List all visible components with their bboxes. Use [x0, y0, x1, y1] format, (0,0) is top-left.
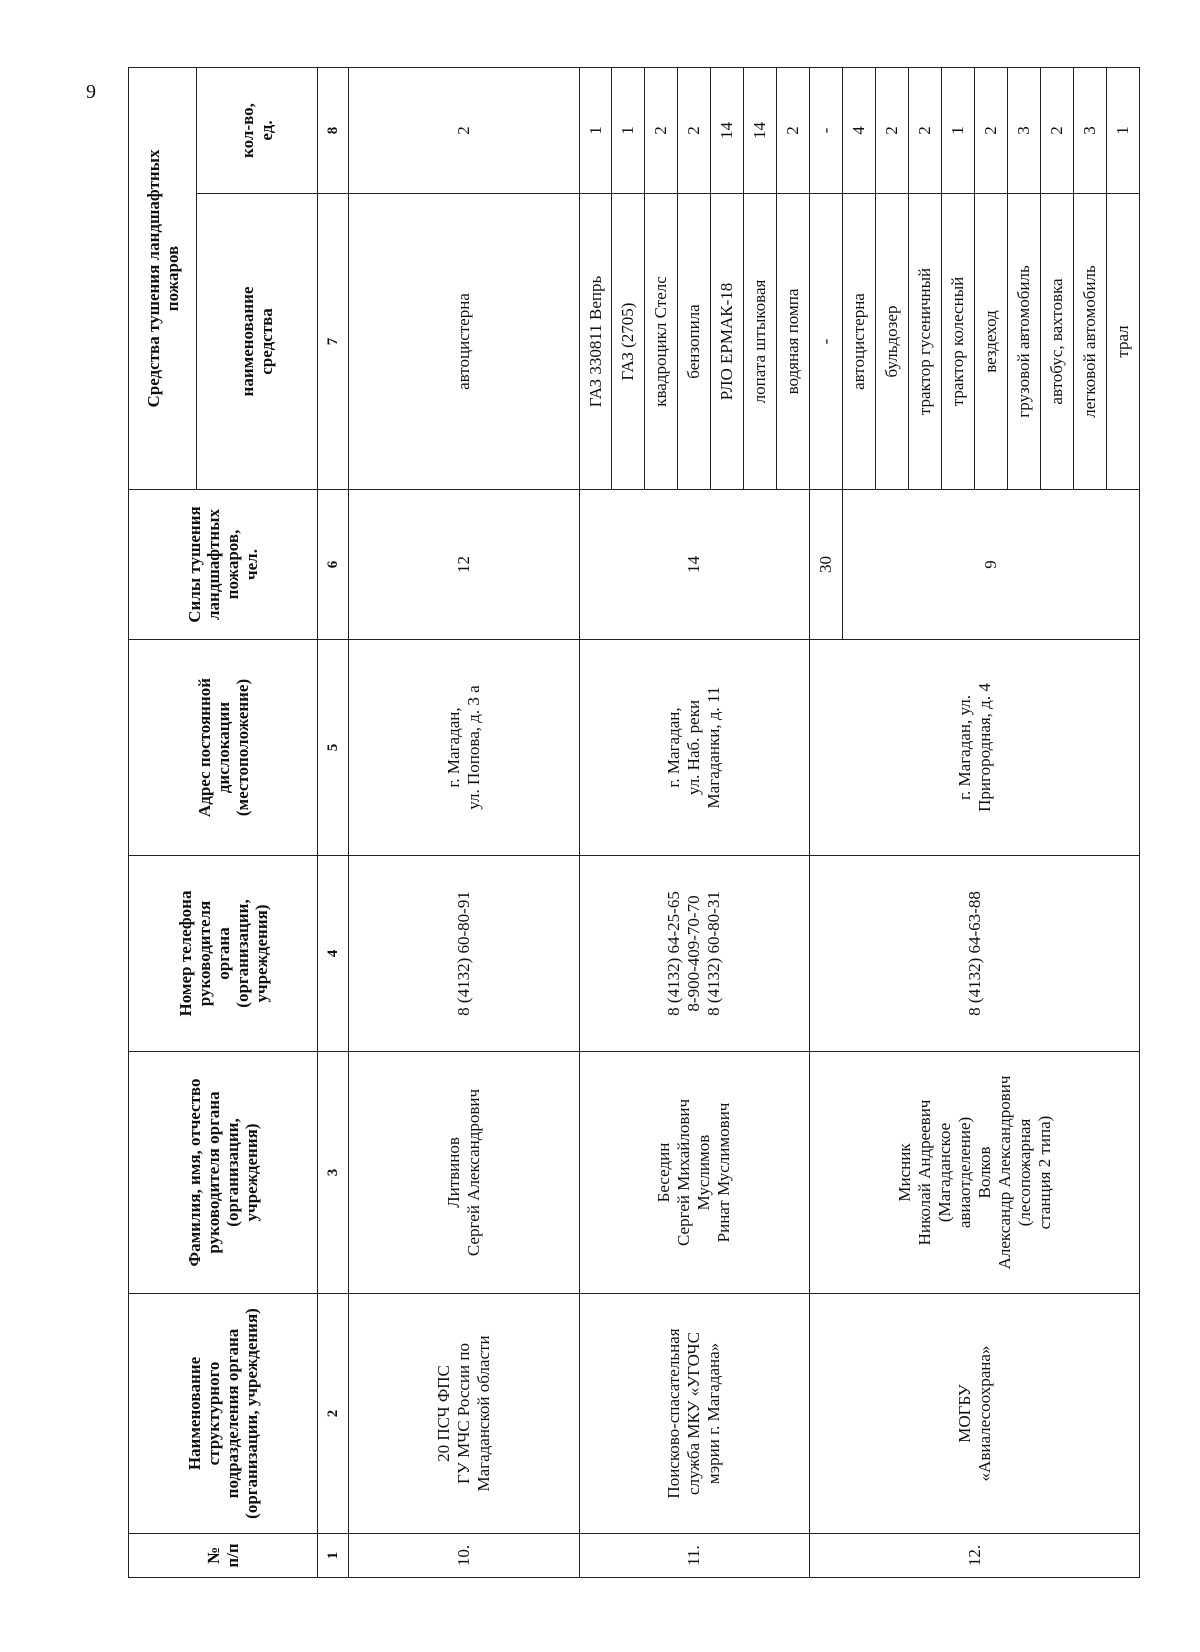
row-number: 12. — [810, 1534, 1140, 1578]
means-name: - — [810, 194, 843, 490]
means-qty: 2 — [645, 67, 678, 193]
means-name: легковой автомобиль — [1073, 194, 1106, 490]
organization-name: 20 ПСЧ ФПС ГУ МЧС России по Магаданской области — [348, 1294, 579, 1534]
means-name: лопата штыковая — [744, 194, 777, 490]
row-number: 11. — [579, 1534, 810, 1578]
means-qty: 2 — [348, 67, 579, 193]
means-qty: - — [810, 67, 843, 193]
header-address: Адрес постоянной дислокации (местоположение) — [129, 640, 318, 856]
phone-number: 8 (4132) 64-25-65 8-900-409-70-70 8 (4132) 60-80-31 — [579, 856, 810, 1052]
table-row-10 — [348, 67, 579, 1577]
head-name: Беседин Сергей Михайлович Муслимов Ринат Муслимович — [579, 1052, 810, 1294]
means-name: ГАЗ (2705) — [612, 194, 645, 490]
header-row-1 — [129, 67, 197, 1577]
means-name: грузовой автомобиль — [1007, 194, 1040, 490]
address: г. Магадан, ул. Попова, д. 3 а — [348, 640, 579, 856]
column-number: 3 — [318, 1052, 349, 1294]
phone-number: 8 (4132) 60-80-91 — [348, 856, 579, 1052]
means-qty: 1 — [1106, 67, 1139, 193]
means-name: бульдозер — [876, 194, 909, 490]
forces-count: 30 — [810, 490, 843, 640]
means-name: вездеход — [974, 194, 1007, 490]
column-number: 2 — [318, 1294, 349, 1534]
means-qty: 2 — [678, 67, 711, 193]
means-qty: 2 — [909, 67, 942, 193]
means-name: водяная помпа — [777, 194, 810, 490]
column-numbers-row — [318, 67, 349, 1577]
rotated-table-container — [128, 68, 1140, 1578]
means-name: ГАЗ 330811 Вепрь — [579, 194, 612, 490]
fire-forces-table — [128, 67, 1140, 1578]
header-forces: Силы тушения ландшафтных пожаров, чел. — [129, 490, 318, 640]
means-qty: 2 — [974, 67, 1007, 193]
means-qty: 14 — [744, 67, 777, 193]
means-qty: 2 — [876, 67, 909, 193]
means-qty: 3 — [1073, 67, 1106, 193]
means-name: автоцистерна — [843, 194, 876, 490]
means-qty: 14 — [711, 67, 744, 193]
address: г. Магадан, ул. Пригородная, д. 4 — [810, 640, 1140, 856]
head-name: Мисник Николай Андреевич (Магаданское авиаотделение) Волков Александр Александрович (лесопожарная станция 2 типа) — [810, 1052, 1140, 1294]
table-row-12 — [810, 67, 843, 1577]
organization-name: МОГБУ «Авиалесоохрана» — [810, 1294, 1140, 1534]
column-number: 7 — [318, 194, 349, 490]
column-number: 5 — [318, 640, 349, 856]
column-number: 6 — [318, 490, 349, 640]
means-name: РЛО ЕРМАК-18 — [711, 194, 744, 490]
forces-count: 12 — [348, 490, 579, 640]
means-qty: 1 — [579, 67, 612, 193]
column-number: 4 — [318, 856, 349, 1052]
means-name: трактор гусеничный — [909, 194, 942, 490]
header-organization: Наименование структурного подразделения органа (организации, учреждения) — [129, 1294, 318, 1534]
column-number: 1 — [318, 1534, 349, 1578]
means-name: бензопила — [678, 194, 711, 490]
means-name: трактор колесный — [942, 194, 975, 490]
header-means-group: Средства тушения ландшафтных пожаров — [129, 67, 197, 489]
header-means-qty: кол-во, ед. — [197, 67, 318, 193]
row-number: 10. — [348, 1534, 579, 1578]
forces-count: 9 — [843, 490, 1140, 640]
means-name: квадроцикл Стелс — [645, 194, 678, 490]
table-row-11 — [579, 67, 612, 1577]
means-qty: 2 — [777, 67, 810, 193]
header-head-name: Фамилия, имя, отчество руководителя органа (организации, учреждения) — [129, 1052, 318, 1294]
address: г. Магадан, ул. Наб. реки Магаданки, д. 11 — [579, 640, 810, 856]
column-number: 8 — [318, 67, 349, 193]
forces-count: 14 — [579, 490, 810, 640]
phone-number: 8 (4132) 64-63-88 — [810, 856, 1140, 1052]
means-qty: 2 — [1040, 67, 1073, 193]
header-phone: Номер телефона руководителя органа (организации, учреждения) — [129, 856, 318, 1052]
means-qty: 3 — [1007, 67, 1040, 193]
head-name: Литвинов Сергей Александрович — [348, 1052, 579, 1294]
means-name: трал — [1106, 194, 1139, 490]
means-name: автоцистерна — [348, 194, 579, 490]
page-number: 9 — [86, 81, 96, 103]
means-qty: 1 — [612, 67, 645, 193]
organization-name: Поисково-спасательная служба МКУ «УГОЧС мэрии г. Магадана» — [579, 1294, 810, 1534]
means-name: автобус, вахтовка — [1040, 194, 1073, 490]
means-qty: 4 — [843, 67, 876, 193]
header-number: № п/п — [129, 1534, 318, 1578]
means-qty: 1 — [942, 67, 975, 193]
header-means-name: наименование средства — [197, 194, 318, 490]
